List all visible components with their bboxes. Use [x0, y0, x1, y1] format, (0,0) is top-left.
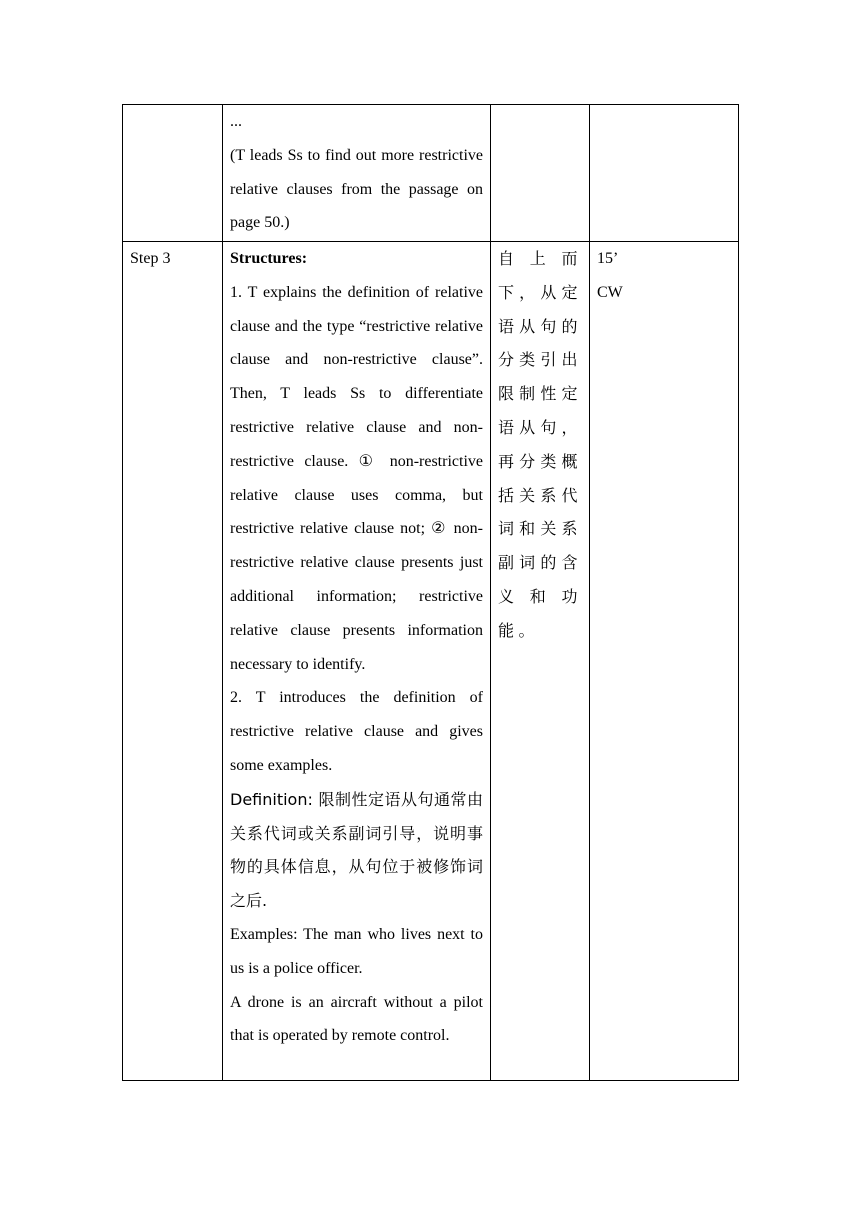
examples-text: Examples: The man who lives next to us is a police officer. [230, 925, 483, 977]
purpose-cell [491, 242, 590, 1081]
section-heading: Structures: [230, 250, 308, 267]
purpose-cell-empty [491, 105, 590, 242]
procedure-paragraph-1: 1. T explains the definition of relative clause and the type “restrictive relative clause and non-restrictive clause”. Then, T leads Ss to differentiate restrictive relative clause and non-restrictive clause. ① non-restrictive relative clause uses comma, but restrictive relative clause not; ② non-restrictive relative clause presents just additional information; restrictive relative clause presents information necessary to identify. [230, 283, 483, 673]
time-cell [590, 242, 739, 1081]
interaction-mode: CW [597, 283, 623, 301]
lesson-plan-table [122, 104, 739, 1081]
ellipsis-text: ... [230, 113, 242, 130]
procedure-note: (T leads Ss to find out more restrictive relative clauses from the passage on page 50.) [230, 146, 483, 232]
step-cell [123, 242, 223, 1081]
step-label: Step 3 [130, 250, 171, 267]
procedure-paragraph-2: 2. T introduces the definition of restrictive relative clause and gives some examples. [230, 689, 483, 774]
table-row [123, 242, 739, 1081]
purpose-text: 自上而下，从定语从句的分类引出限制性定语从句，再分类概括关系代词和关系副词的含义和功能。 [498, 249, 582, 640]
examples-text-2: A drone is an aircraft without a pilot that is operated by remote control. [230, 993, 483, 1045]
step-cell-empty [123, 105, 223, 242]
time-value: 15’ [597, 250, 619, 267]
procedure-cell [223, 105, 491, 242]
table-row [123, 105, 739, 242]
procedure-cell [223, 242, 491, 1081]
definition-text: Definition: 限制性定语从句通常由关系代词或关系副词引导，说明事物的具体信息，从句位于被修饰词之后. [230, 789, 483, 911]
time-cell-empty [590, 105, 739, 242]
